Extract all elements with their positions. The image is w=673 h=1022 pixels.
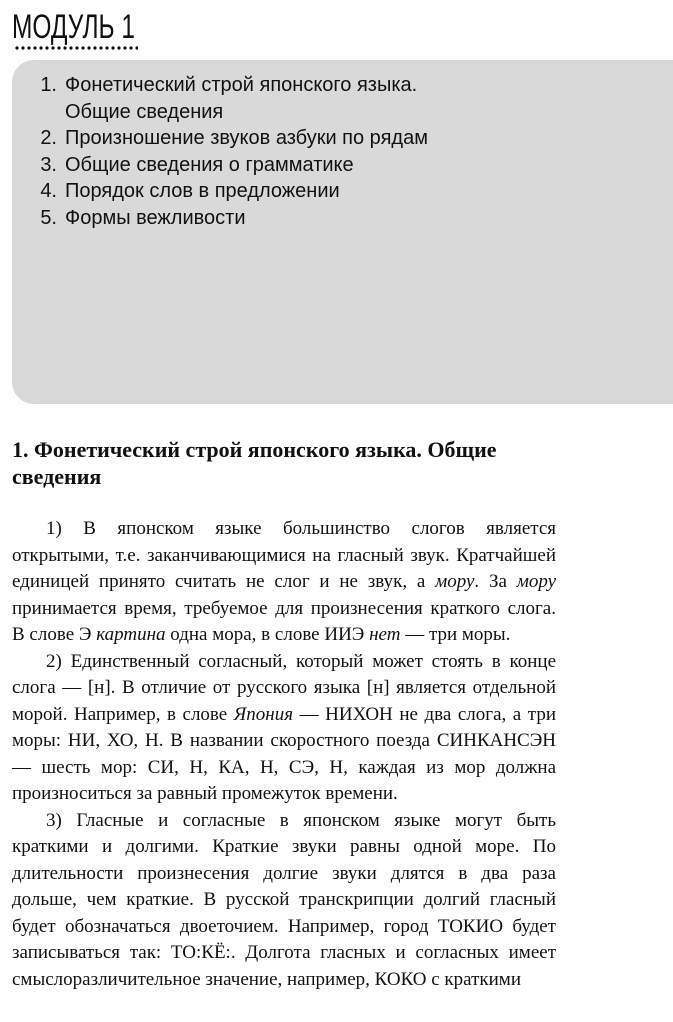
toc-item <box>12 205 465 232</box>
paragraph-2-italic-word: Япония <box>233 703 294 725</box>
module-title-dotted-underline <box>14 46 138 50</box>
toc-item-number: 1. <box>40 74 57 96</box>
toc-item <box>12 72 465 125</box>
paragraph-1-text-d: одна мора, в слове ИИЭ <box>165 624 370 645</box>
section-heading: 1. Фонетический строй японского языка. Общие сведения <box>12 437 497 489</box>
paragraph-1-italic-mora-2: мору <box>516 571 557 592</box>
paragraph-3 <box>12 808 556 994</box>
paragraph-1-text-e: — три моры. <box>400 624 511 645</box>
paragraph-1-text-b: . За <box>474 571 517 592</box>
toc-item-number: 3. <box>40 153 57 176</box>
toc-list <box>12 72 465 231</box>
toc-item-number: 2. <box>40 127 57 149</box>
paragraph-3-text-a: 3) Гласные и согласные в японском языке могут быть краткими и долгими. Краткие звуки равны одной море. По длительности произнесения долгие звуки длятся в два раза дольше, чем краткие. В русской транскрипции долгий гласный будет обозначаться двоеточием. Например, город ТОКИО будет записываться так: ТО:КЁ:. Долгота гласных и согласных имеет смыслоразличительное значение, например, КОКО с краткими <box>12 809 556 990</box>
toc-item-text: Фонетический строй японского языка. Общие сведения <box>65 74 418 123</box>
toc-item-text: Произношение звуков азбуки по рядам <box>65 127 428 149</box>
paragraph-1-italic-word-1: картина <box>96 624 166 645</box>
paragraph-1 <box>12 516 556 649</box>
section-body <box>12 516 556 993</box>
paragraph-1-text-c: принимается время, требуемое для произнесения краткого слога. В слове Э <box>12 597 556 645</box>
toc-item <box>12 178 465 205</box>
module-title: МОДУЛЬ 1 <box>12 8 136 46</box>
toc-item-text: Порядок слов в предложении <box>65 180 340 202</box>
paragraph-2 <box>12 649 556 808</box>
paragraph-2-text-b: — НИХОН не два слога, а три моры: НИ, ХО, Н. В названии скоростного поезда СИНКАНСЭН — шесть мор: СИ, Н, КА, Н, СЭ, Н, каждая из мор должна произноситься за равный промежуток времени. <box>12 703 556 804</box>
paragraph-2-text-a: 2) Единственный согласный, который может стоять в конце слога — [н]. В отличие от русского языка [н] является отдельной морой. Например, в слове <box>12 650 556 725</box>
table-of-contents-box <box>12 60 673 404</box>
toc-item-number: 4. <box>40 180 57 202</box>
toc-item-text: Формы вежливости <box>65 206 246 229</box>
paragraph-1-italic-mora-1: мору <box>435 571 475 592</box>
paragraph-1-text-a: 1) В японском языке большинство слогов является открытыми, т.е. заканчивающимися на гласный звук. Кратчайшей единицей принято считать не слог и не звук, а <box>12 518 556 592</box>
toc-item <box>12 125 465 152</box>
paragraph-1-italic-word-2: нет <box>369 624 401 645</box>
toc-item-text: Общие сведения о грамматике <box>65 153 354 176</box>
toc-item-number: 5. <box>40 206 57 229</box>
toc-item <box>12 152 465 179</box>
